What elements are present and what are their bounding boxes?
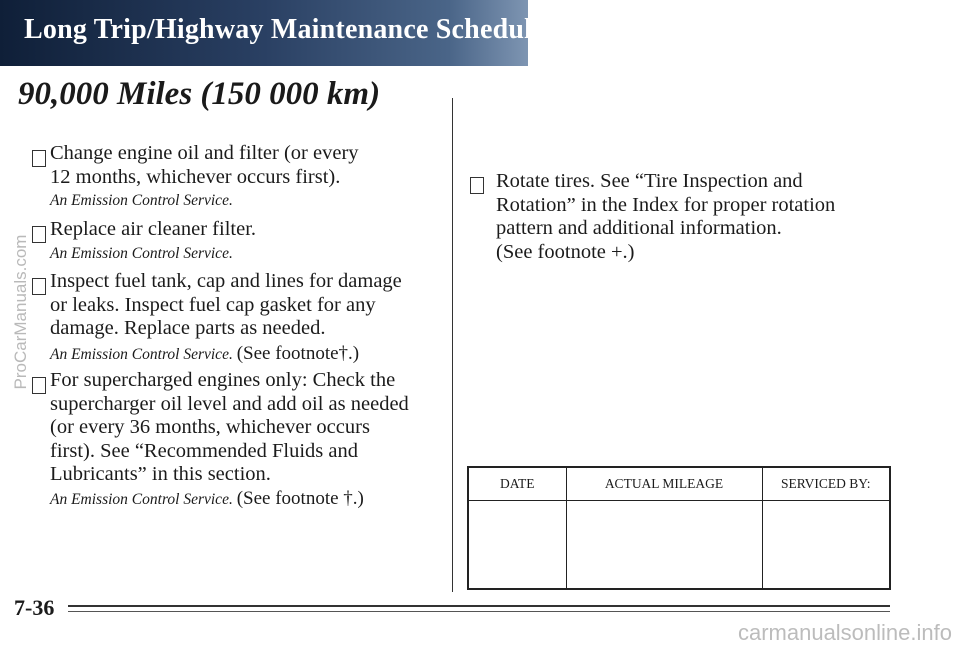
item-rotate-tires bbox=[496, 170, 835, 264]
item-line: (See footnote +.) bbox=[496, 240, 635, 263]
note-text: An Emission Control Service. bbox=[50, 491, 233, 508]
item-line: damage. Replace parts as needed. bbox=[50, 317, 326, 339]
footer-rule-thin bbox=[68, 611, 890, 612]
item-line: Change engine oil and filter (or every bbox=[50, 142, 359, 164]
item-line: Replace air cleaner filter. bbox=[50, 218, 257, 240]
item-line: Rotation” in the Index for proper rotation bbox=[496, 193, 836, 216]
item-line: For supercharged engines only: Check the bbox=[50, 369, 396, 391]
service-record-table bbox=[467, 466, 891, 590]
item-change-oil bbox=[50, 142, 359, 189]
checkbox-rotate-tires[interactable] bbox=[470, 177, 484, 194]
page-heading: 90,000 Miles (150 000 km) bbox=[18, 76, 381, 112]
header-date: DATE bbox=[468, 467, 566, 501]
item-line: first). See “Recommended Fluids and bbox=[50, 439, 359, 462]
table-row bbox=[468, 501, 890, 590]
item-line: Rotate tires. See “Tire Inspection and bbox=[496, 170, 803, 192]
item-line: 12 months, whichever occurs first). bbox=[50, 165, 341, 188]
item-line: (or every 36 months, whichever occurs bbox=[50, 416, 370, 438]
banner-title: Long Trip/Highway Maintenance Schedule bbox=[24, 14, 545, 45]
header-serviced-by: SERVICED BY: bbox=[762, 467, 890, 501]
checkbox-change-oil[interactable] bbox=[32, 150, 46, 167]
side-watermark-text: ProCarManuals.com bbox=[11, 234, 30, 390]
item-line: or leaks. Inspect fuel cap gasket for any bbox=[50, 293, 376, 316]
item-line: Lubricants” in this section. bbox=[50, 463, 271, 485]
page-number: 7-36 bbox=[14, 595, 55, 620]
serviced-by-entry-cell[interactable] bbox=[762, 501, 890, 590]
item-supercharger bbox=[50, 369, 409, 487]
emission-note: An Emission Control Service. bbox=[50, 192, 233, 209]
emission-note: An Emission Control Service. bbox=[50, 245, 233, 262]
item-fuel-tank bbox=[50, 270, 402, 341]
item-line: supercharger oil level and add oil as needed bbox=[50, 392, 409, 415]
mileage-entry-cell[interactable] bbox=[566, 501, 762, 590]
column-divider bbox=[452, 98, 453, 592]
item-line: pattern and additional information. bbox=[496, 217, 782, 239]
date-entry-cell[interactable] bbox=[468, 501, 566, 590]
section-banner bbox=[0, 0, 545, 66]
emission-note bbox=[50, 343, 359, 365]
emission-note bbox=[50, 488, 364, 510]
side-watermark bbox=[2, 212, 40, 412]
header-actual-mileage: ACTUAL MILEAGE bbox=[566, 467, 762, 501]
bottom-watermark: carmanualsonline.info bbox=[737, 620, 952, 645]
footnote-ref: (See footnote †.) bbox=[236, 488, 364, 509]
table-header-row bbox=[468, 467, 890, 501]
footnote-ref: (See footnote†.) bbox=[236, 343, 360, 364]
item-air-filter bbox=[50, 218, 256, 242]
item-line: Inspect fuel tank, cap and lines for damage bbox=[50, 270, 402, 292]
footer-rule bbox=[68, 605, 890, 607]
note-text: An Emission Control Service. bbox=[50, 346, 233, 363]
